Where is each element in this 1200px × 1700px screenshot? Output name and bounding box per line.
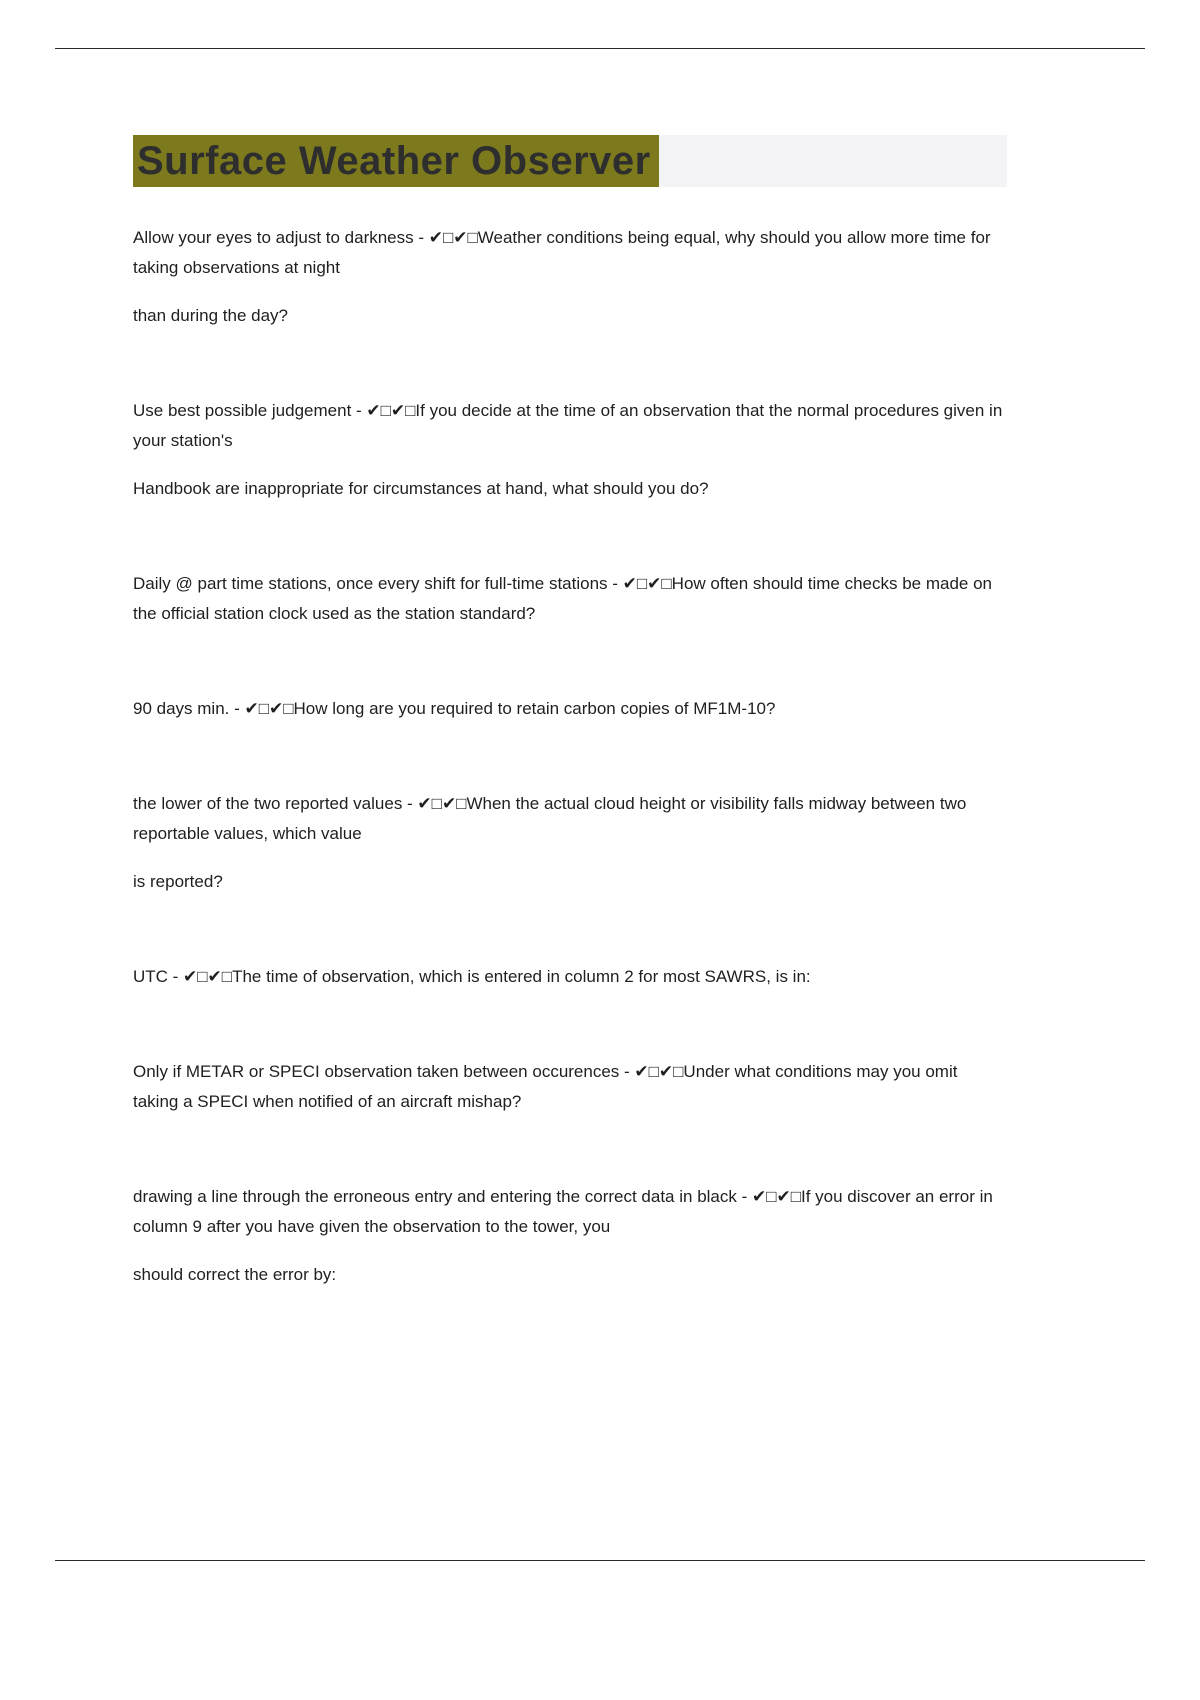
qa-text: Use best possible judgement - ✔□✔□If you decide at the time of an observation that the normal procedures given in your station's <box>133 401 1003 450</box>
qa-followup: Handbook are inappropriate for circumstances at hand, what should you do? <box>133 479 709 498</box>
document-content <box>133 0 1007 1355</box>
page-title: Surface Weather Observer <box>133 135 659 187</box>
qa-item <box>133 569 1007 629</box>
qa-item <box>133 962 1007 992</box>
qa-text: UTC - ✔□✔□The time of observation, which is entered in column 2 for most SAWRS, is in: <box>133 967 811 986</box>
qa-text: 90 days min. - ✔□✔□How long are you required to retain carbon copies of MF1M-10? <box>133 699 776 718</box>
qa-item <box>133 694 1007 724</box>
qa-item <box>133 789 1007 897</box>
qa-followup: should correct the error by: <box>133 1265 337 1284</box>
qa-item <box>133 223 1007 331</box>
qa-text: Allow your eyes to adjust to darkness - ✔□✔□Weather conditions being equal, why should you allow more time for taking observations at night <box>133 228 991 277</box>
bottom-rule <box>55 1560 1145 1561</box>
qa-text: Only if METAR or SPECI observation taken between occurences - ✔□✔□Under what conditions may you omit taking a SPECI when notified of an aircraft mishap? <box>133 1062 958 1111</box>
qa-followup: is reported? <box>133 872 223 891</box>
qa-text: Daily @ part time stations, once every shift for full-time stations - ✔□✔□How often should time checks be made on the official station clock used as the station standard? <box>133 574 993 623</box>
qa-item <box>133 1057 1007 1117</box>
qa-item <box>133 1182 1007 1290</box>
qa-followup: than during the day? <box>133 306 289 325</box>
qa-text: drawing a line through the erroneous entry and entering the correct data in black - ✔□✔□If you discover an error in column 9 after you have given the observation to the tower, you <box>133 1187 993 1236</box>
qa-item <box>133 396 1007 504</box>
qa-text: the lower of the two reported values - ✔□✔□When the actual cloud height or visibility falls midway between two reportable values, which value <box>133 794 967 843</box>
title-band <box>133 135 1007 187</box>
